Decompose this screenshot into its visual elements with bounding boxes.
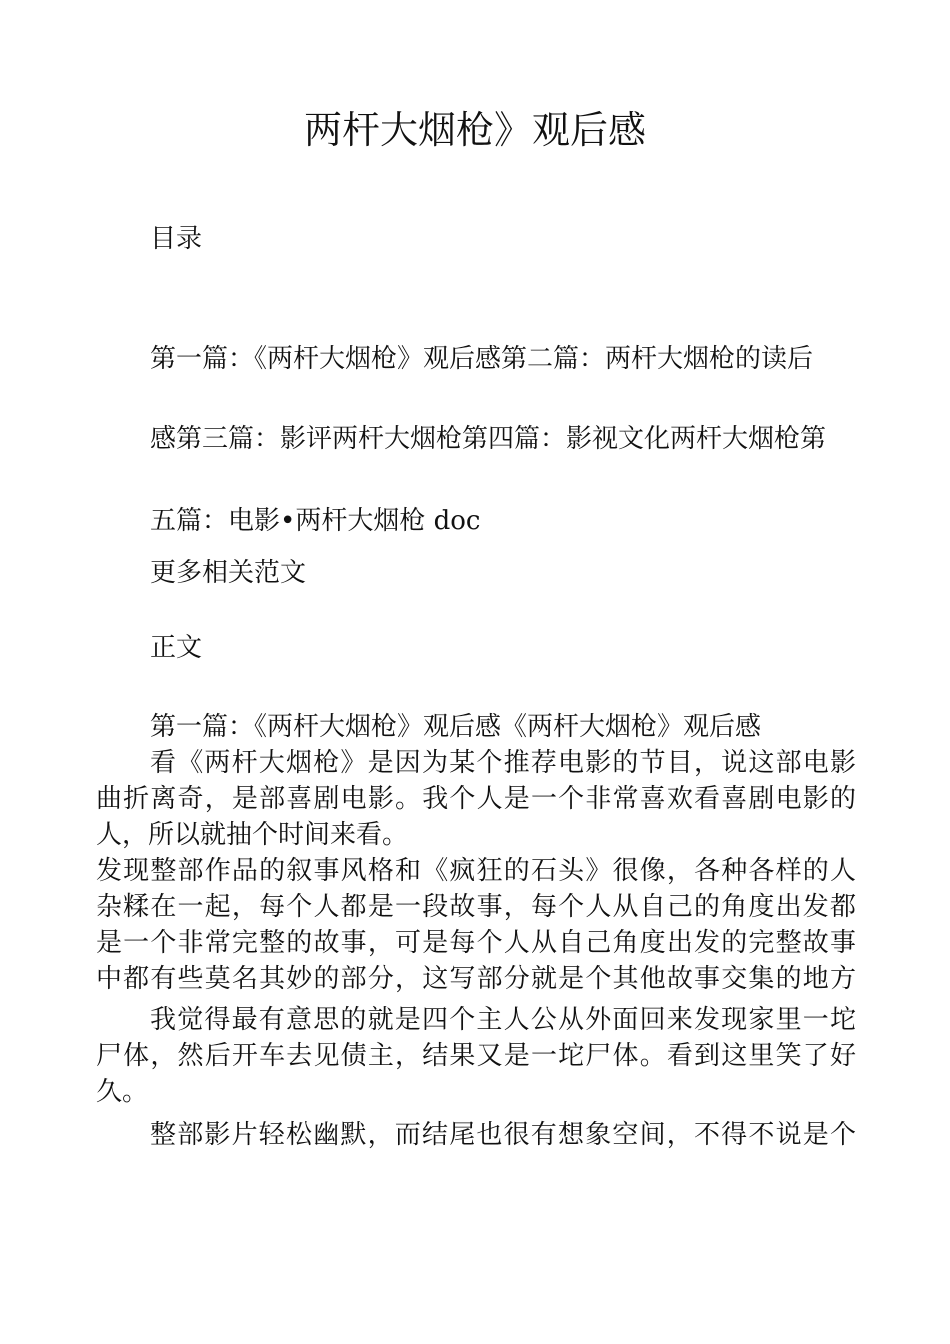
paragraph-line: 久。 bbox=[96, 1077, 149, 1107]
toc-heading: 目录 bbox=[150, 224, 203, 254]
paragraph-line: 我觉得最有意思的就是四个主人公从外面回来发现家里一坨 bbox=[150, 1005, 856, 1035]
paragraph-line: 曲折离奇，是部喜剧电影。我个人是一个非常喜欢看喜剧电影的 bbox=[96, 784, 856, 814]
document-title: 两杆大烟枪》观后感 bbox=[303, 108, 646, 152]
paragraph-line: 整部影片轻松幽默，而结尾也很有想象空间，不得不说是个 bbox=[150, 1120, 856, 1150]
paragraph-line: 中都有些莫名其妙的部分，这写部分就是个其他故事交集的地方 bbox=[96, 964, 856, 994]
paragraph-line: 尸体，然后开车去见债主，结果又是一坨尸体。看到这里笑了好 bbox=[96, 1041, 856, 1071]
paragraph-line: 杂糅在一起，每个人都是一段故事，每个人从自己的角度出发都 bbox=[96, 892, 856, 922]
toc-line: 第一篇：《两杆大烟枪》观后感第二篇：两杆大烟枪的读后 bbox=[150, 344, 814, 374]
toc-line: 五篇：电影•两杆大烟枪 doc bbox=[150, 506, 481, 536]
section-heading: 第一篇：《两杆大烟枪》观后感《两杆大烟枪》观后感 bbox=[150, 712, 762, 742]
body-heading: 正文 bbox=[150, 633, 203, 663]
paragraph-line: 看《两杆大烟枪》是因为某个推荐电影的节目，说这部电影 bbox=[150, 748, 856, 778]
paragraph-line: 是一个非常完整的故事，可是每个人从自己角度出发的完整故事 bbox=[96, 928, 856, 958]
paragraph-line: 发现整部作品的叙事风格和《疯狂的石头》很像，各种各样的人 bbox=[96, 856, 856, 886]
paragraph-line: 人，所以就抽个时间来看。 bbox=[96, 820, 409, 850]
more-related-link[interactable]: 更多相关范文 bbox=[150, 558, 307, 588]
toc-line: 感第三篇：影评两杆大烟枪第四篇：影视文化两杆大烟枪第 bbox=[150, 424, 827, 454]
